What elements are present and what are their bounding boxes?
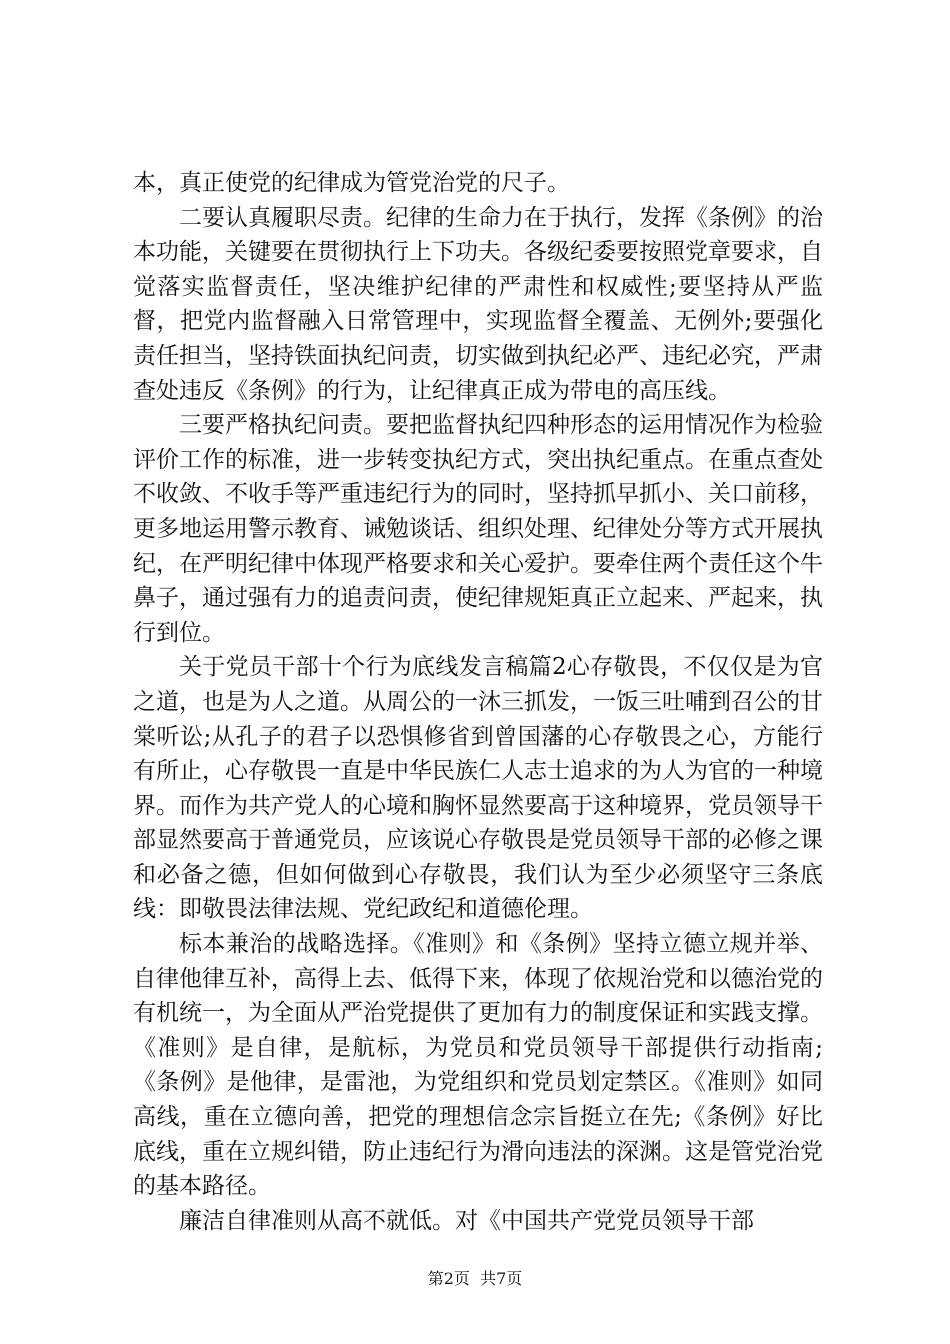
page-number: 第2页 (427, 1269, 470, 1288)
paragraph-accountability: 三要严格执纪问责。要把监督执纪四种形态的运用情况作为检验评价工作的标准，进一步转变执纪方式，突出执纪重点。在重点查处不收敛、不收手等严重违纪行为的同时，坚持抓早抓小、关口前移，更多地运用警示教育、诫勉谈话、组织处理、纪律处分等方式开展执纪，在严明纪律中体现严格要求和关心爱护。要牵住两个责任这个牛鼻子，通过强有力的追责问责，使纪律规矩真正立起来、严起来，执行到位。 (133, 412, 823, 646)
document-body (133, 166, 823, 1238)
paragraph-duty: 二要认真履职尽责。纪律的生命力在于执行，发挥《条例》的治本功能，关键要在贯彻执行上下功夫。各级纪委要按照党章要求，自觉落实监督责任，坚决维护纪律的严肃性和权威性;要坚持从严监督，把党内监督融入日常管理中，实现监督全覆盖、无例外;要强化责任担当，坚持铁面执纪问责，切实做到执纪必严、违纪必究，严肃查处违反《条例》的行为，让纪律真正成为带电的高压线。 (133, 204, 823, 404)
page-footer (0, 1266, 950, 1289)
paragraph-reverence: 关于党员干部十个行为底线发言稿篇2心存敬畏，不仅仅是为官之道，也是为人之道。从周公的一沐三抓发，一饭三吐哺到召公的甘棠听讼;从孔子的君子以恐惧修省到曾国藩的心存敬畏之心，方能行有所止，心存敬畏一直是中华民族仁人志士追求的为人为官的一种境界。而作为共产党人的心境和胸怀显然要高于这种境界，党员领导干部显然要高于普通党员，应该说心存敬畏是党员领导干部的必修之课和必备之德，但如何做到心存敬畏，我们认为至少必须坚守三条底线：即敬畏法律法规、党纪政纪和道德伦理。 (133, 654, 823, 923)
paragraph-integrity: 廉洁自律准则从高不就低。对《中国共产党党员领导干部 (179, 1207, 754, 1234)
page-total: 共7页 (480, 1269, 523, 1288)
paragraph-strategy: 标本兼治的战略选择。《准则》和《条例》坚持立德立规并举、自律他律互补，高得上去、低得下来，体现了依规治党和以德治党的有机统一，为全面从严治党提供了更加有力的制度保证和实践支撑。《准则》是自律，是航标，为党员和党员领导干部提供行动指南;《条例》是他律，是雷池，为党组织和党员划定禁区。《准则》如同高线，重在立德向善，把党的理想信念宗旨挺立在先;《条例》好比底线，重在立规纠错，防止违纪行为滑向违法的深渊。这是管党治党的基本路径。 (133, 931, 823, 1200)
paragraph-continuation: 本，真正使党的纪律成为管党治党的尺子。 (133, 170, 570, 196)
